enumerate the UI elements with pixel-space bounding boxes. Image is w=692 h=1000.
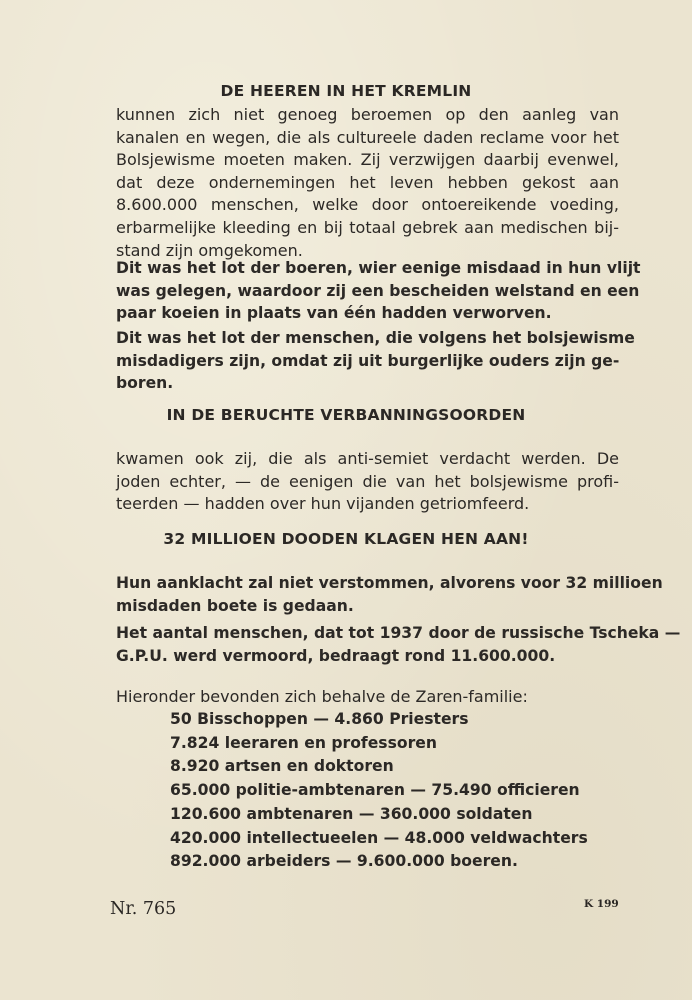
text-line: Dit was het lot der boeren, wier eenige misdaad in hun vlijt	[116, 259, 641, 277]
list-item: 420.000 intellectueelen — 48.000 veldwachters	[170, 828, 588, 847]
list-item: 7.824 leeraren en professoren	[170, 733, 437, 752]
text-line: erbarmelijke kleeding en bij totaal gebrek aan medischen bij-	[116, 217, 619, 237]
list-intro	[116, 686, 619, 709]
text-line: dat deze ondernemingen het leven hebben gekost aan	[116, 172, 619, 192]
print-code: K 199	[584, 898, 619, 910]
paragraph-tscheka	[116, 622, 681, 667]
victims-list	[170, 708, 588, 874]
paragraph-banishment	[116, 448, 619, 516]
text-line: misdadigers zijn, omdat zij uit burgerlijke ouders zijn ge-	[116, 351, 620, 370]
text-line: G.P.U. werd vermoord, bedraagt rond 11.600.000.	[116, 646, 556, 665]
heading-32-million: 32 MILLIOEN DOODEN KLAGEN HEN AAN!	[163, 530, 529, 548]
list-item: 892.000 arbeiders — 9.600.000 boeren.	[170, 852, 518, 871]
text-line: Bolsjewisme moeten maken. Zij verzwijgen daarbij evenwel,	[116, 150, 619, 170]
text-line: boren.	[116, 374, 174, 393]
text-line: Dit was het lot der menschen, die volgens het bolsjewisme	[116, 329, 635, 347]
list-item: 8.920 artsen en doktoren	[170, 757, 394, 776]
list-item: 65.000 politie-ambtenaren — 75.490 officieren	[170, 781, 580, 800]
text-line: kwamen ook zij, die als anti-semiet verdacht werden. De	[116, 449, 619, 468]
text-line: teerden — hadden over hun vijanden getriomfeerd.	[116, 494, 530, 514]
paragraph-accusation	[116, 572, 663, 617]
text-line: joden echter, — de eenigen die van het bolsjewisme profi-	[116, 471, 619, 491]
list-item: 120.600 ambtenaren — 360.000 soldaten	[170, 804, 533, 823]
text-line: paar koeien in plaats van één hadden verworven.	[116, 304, 552, 323]
leaflet-number: Nr. 765	[110, 899, 177, 919]
text-line: kunnen zich niet genoeg beroemen op den aanleg van	[116, 105, 619, 124]
text-line: Hun aanklacht zal niet verstommen, alvorens voor 32 millioen	[116, 574, 663, 592]
text-line: kanalen en wegen, die als cultureele daden reclame voor het	[116, 127, 619, 147]
text-line: misdaden boete is gedaan.	[116, 596, 354, 615]
heading-kremlin: DE HEEREN IN HET KREMLIN	[220, 82, 472, 100]
paragraph-kremlin	[116, 104, 619, 262]
list-item: 50 Bisschoppen — 4.860 Priesters	[170, 710, 469, 728]
text-line: was gelegen, waardoor zij een bescheiden welstand en een	[116, 281, 640, 300]
paragraph-bourgeois	[116, 327, 635, 395]
heading-banishment: IN DE BERUCHTE VERBANNINGSOORDEN	[166, 406, 526, 424]
text-line: Hieronder bevonden zich behalve de Zaren-familie:	[116, 687, 528, 706]
text-line: Het aantal menschen, dat tot 1937 door de russische Tscheka —	[116, 624, 681, 642]
text-line: stand zijn omgekomen.	[116, 240, 303, 260]
paragraph-farmers	[116, 257, 641, 325]
text-line: 8.600.000 menschen, welke door ontoereikende voeding,	[116, 195, 619, 215]
